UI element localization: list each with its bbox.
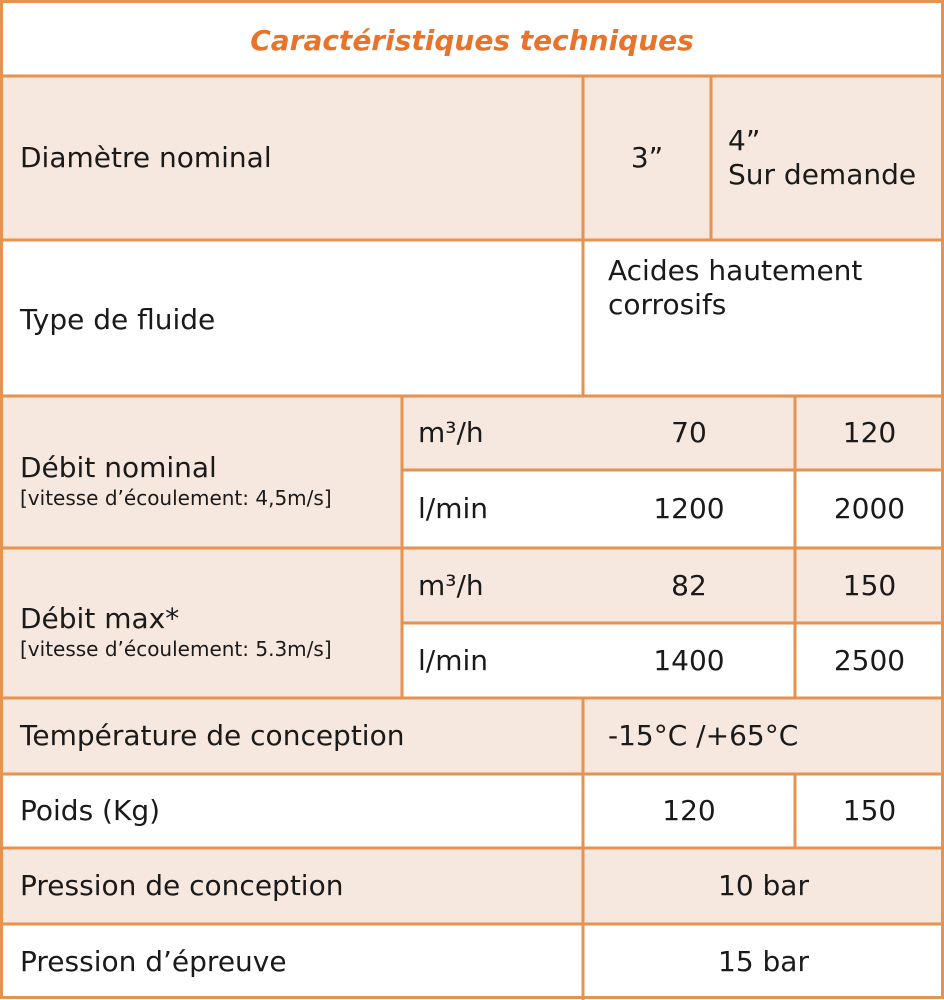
debit-max-subtitle: [vitesse d’écoulement: 5.3m/s] [20, 637, 332, 661]
temperature-value: -15°C /+65°C [608, 719, 799, 752]
label-debit-nominal [20, 396, 400, 548]
debit-nominal-lmin-3: 1200 [653, 492, 725, 525]
debit-nominal-lmin-4: 2000 [833, 492, 906, 525]
debit-max-stack [20, 602, 332, 662]
table-title: Caractéristiques techniques [250, 24, 694, 57]
pression-epreuve-value: 15 bar [718, 945, 809, 978]
poids-3: 120 [662, 794, 716, 827]
diametre-4-note: Sur demande [728, 158, 917, 191]
label-poids: Poids (Kg) [20, 794, 161, 827]
label-temperature: Température de conception [20, 719, 405, 752]
debit-max-title: Débit max* [20, 602, 180, 635]
fluide-value-line1: Acides hautement [608, 254, 863, 287]
debit-nominal-m3h-4: 120 [842, 416, 897, 449]
fluide-value [608, 254, 938, 344]
debit-max-unit-m3h: m³/h [418, 568, 484, 602]
diametre-4-size: 4” [728, 124, 761, 157]
debit-nominal-subtitle: [vitesse d’écoulement: 4,5m/s] [20, 486, 332, 510]
pression-conception-value: 10 bar [718, 869, 809, 902]
fluide-value-line2: corrosifs [608, 288, 727, 321]
debit-max-lmin-4: 2500 [833, 643, 906, 677]
debit-nominal-m3h-3: 70 [671, 416, 707, 449]
debit-nominal-unit-lmin: l/min [418, 492, 489, 525]
debit-nominal-stack [20, 451, 332, 511]
fluide-value-stack [608, 254, 862, 322]
poids-4: 150 [842, 794, 897, 827]
debit-max-m3h-4: 150 [842, 568, 897, 602]
label-pression-conception: Pression de conception [20, 869, 344, 902]
debit-max-lmin-3: 1400 [653, 643, 725, 677]
diametre-4 [728, 76, 940, 240]
label-debit-max [20, 548, 400, 698]
debit-nominal-title: Débit nominal [20, 451, 217, 484]
diametre-3: 3” [630, 141, 664, 174]
debit-nominal-unit-m3h: m³/h [418, 416, 484, 449]
label-fluide: Type de fluide [20, 303, 216, 336]
label-diametre: Diamètre nominal [20, 141, 272, 174]
diametre-4-stack [728, 124, 916, 192]
debit-max-m3h-3: 82 [671, 568, 707, 602]
debit-max-unit-lmin: l/min [418, 643, 489, 677]
label-pression-epreuve: Pression d’épreuve [20, 945, 287, 978]
